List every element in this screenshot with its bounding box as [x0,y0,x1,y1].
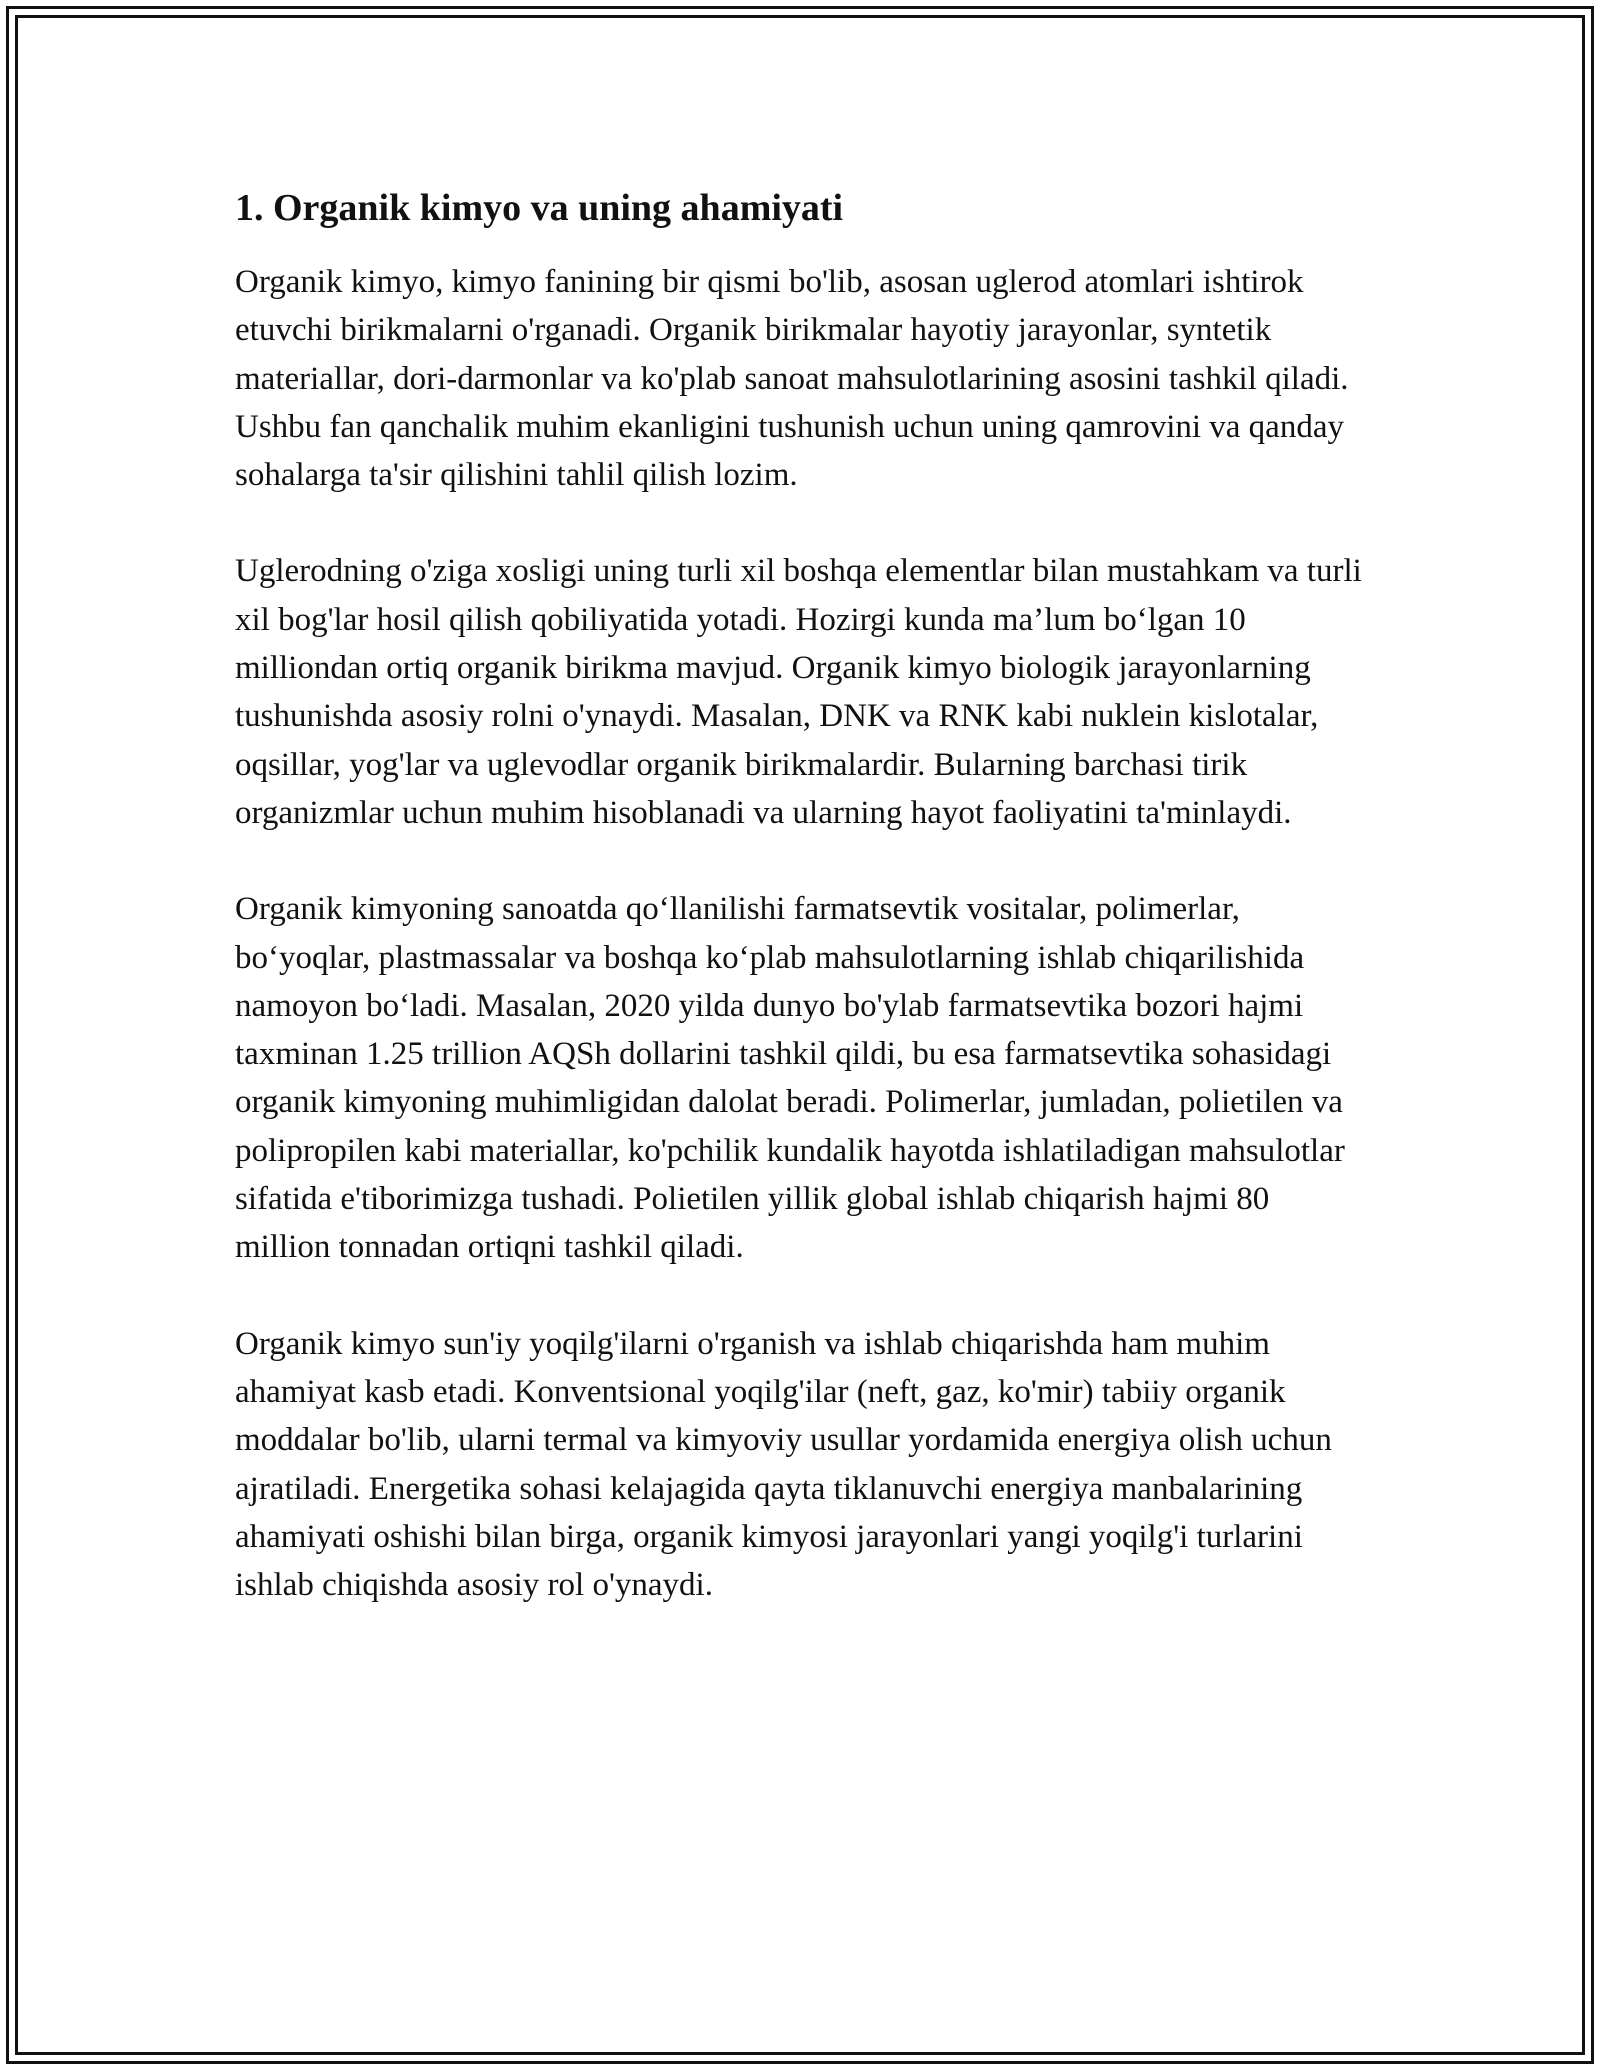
paragraph-1: Organik kimyo, kimyo fanining bir qismi bo'lib, asosan uglerod atomlari ishtirok etuvchi birikmalarni o'rganadi. Organik birikmalar hayotiy jarayonlar, syntetik materiallar, dori-darmonlar va ko'plab sanoat mahsulotlarining asosini tashkil qiladi. Ushbu fan qanchalik muhim ekanligini tushunish uchun uning qamrovini va qanday sohalarga ta'sir qilishini tahlil qilish lozim. [235,264,1349,494]
paragraph-3: Organik kimyoning sanoatda qo‘llanilishi farmatsevtik vositalar, polimerlar, bo‘yoqlar, plastmassalar va boshqa ko‘plab mahsulotlarning ishlab chiqarilishida namoyon bo‘ladi. Masalan, 2020 yilda dunyo bo'ylab farmatsevtika bozori hajmi taxminan 1.25 trillion AQSh dollarini tashkil qildi, bu esa farmatsevtika sohasidagi organik kimyoning muhimligidan dalolat beradi. Polimerlar, jumladan, polietilen va polipropilen kabi materiallar, ko'pchilik kundalik hayotda ishlatiladigan mahsulotlar sifatida e'tiborimizga tushadi. Polietilen yillik global ishlab chiqarish hajmi 80 million tonnadan ortiqni tashkil qiladi. [235,891,1345,1266]
section-heading: 1. Organik kimyo va uning ahamiyati [235,187,844,229]
paragraph-2: Uglerodning o'ziga xosligi uning turli xil boshqa elementlar bilan mustahkam va turli xil bog'lar hosil qilish qobiliyatida yotadi. Hozirgi kunda ma’lum bo‘lgan 10 milliondan ortiq organik birikma mavjud. Organik kimyo biologik jarayonlarning tushunishda asosiy rolni o'ynaydi. Masalan, DNK va RNK kabi nuklein kislotalar, oqsillar, yog'lar va uglevodlar organik birikmalardir. Bularning barchasi tirik organizmlar uchun muhim hisoblanadi va ularning hayot faoliyatini ta'minlaydi. [235,553,1362,831]
document-body [235,184,1365,1657]
paragraph-4: Organik kimyo sun'iy yoqilg'ilarni o'rganish va ishlab chiqarishda ham muhim ahamiyat kasb etadi. Konventsional yoqilg'ilar (neft, gaz, ko'mir) tabiiy organik moddalar bo'lib, ularni termal va kimyoviy usullar yordamida energiya olish uchun ajratiladi. Energetika sohasi kelajagida qayta tiklanuvchi energiya manbalarining ahamiyati oshishi bilan birga, organik kimyosi jarayonlari yangi yoqilg'i turlarini ishlab chiqishda asosiy rol o'ynaydi. [235,1325,1332,1604]
